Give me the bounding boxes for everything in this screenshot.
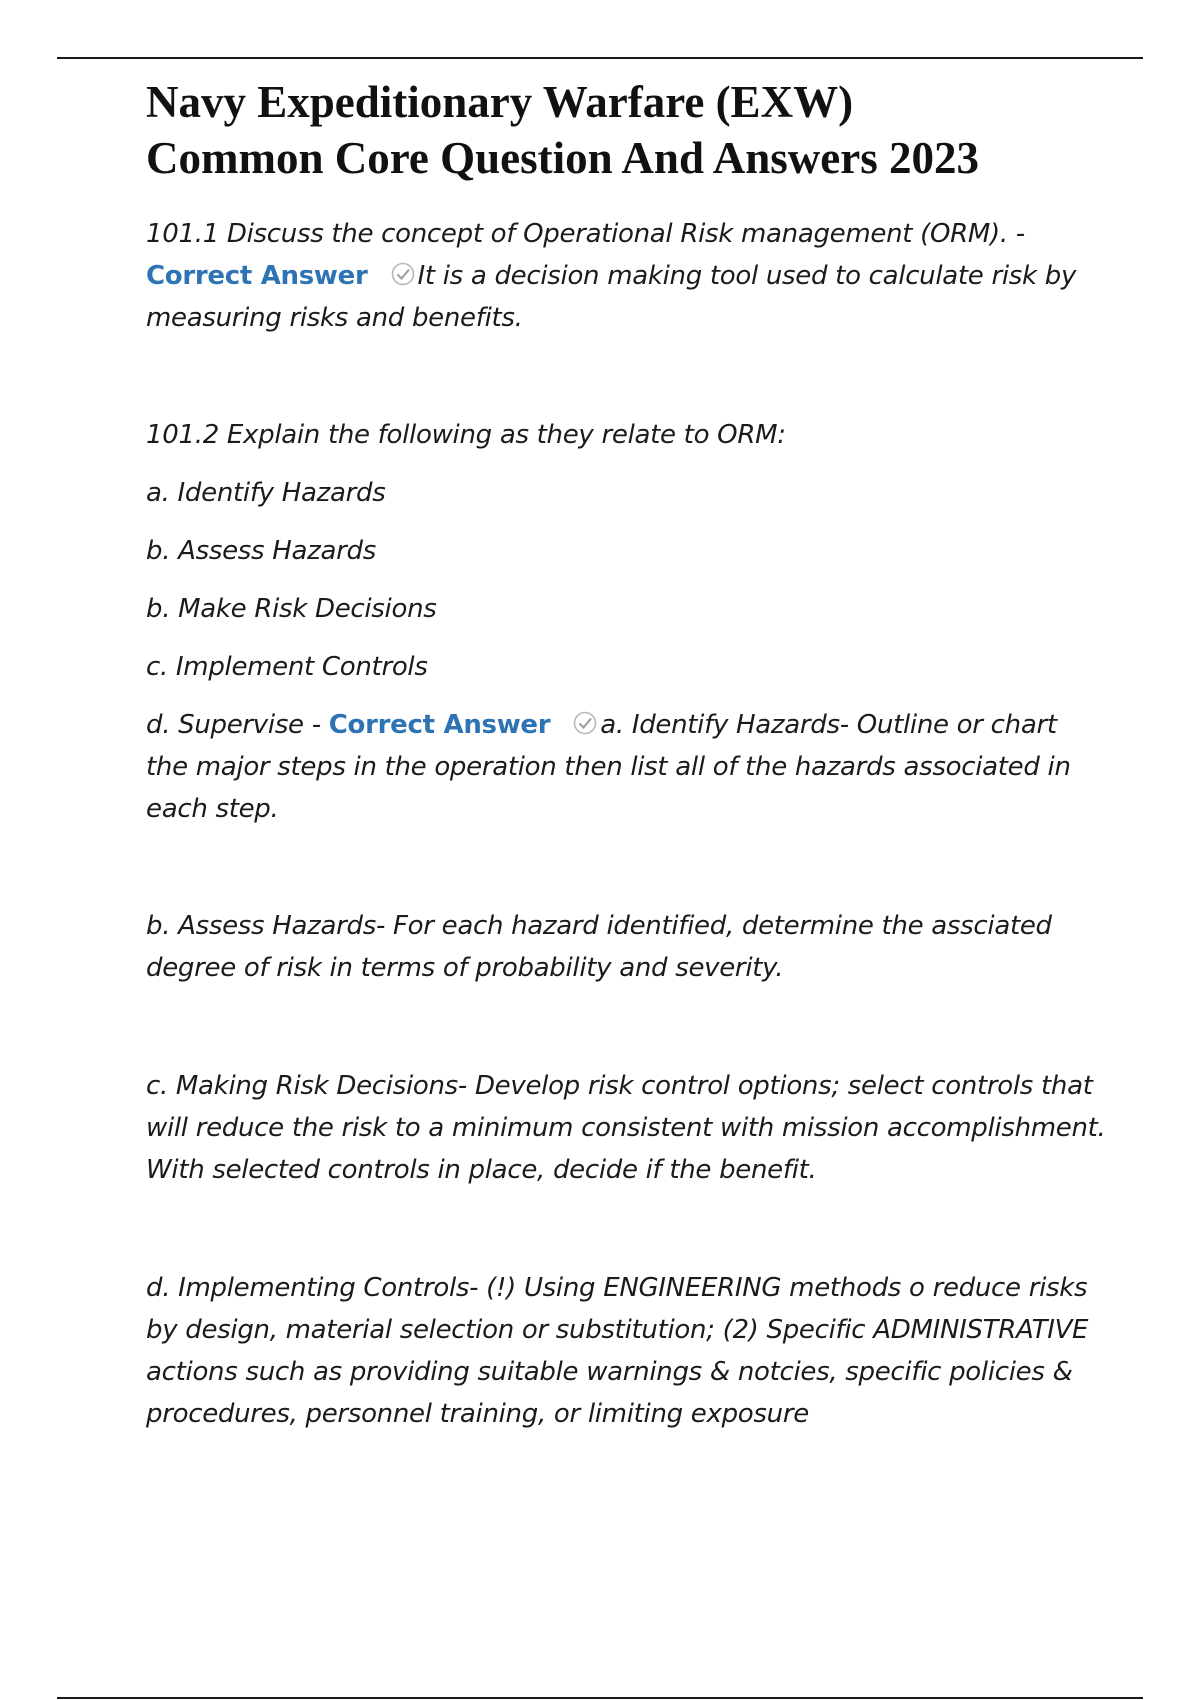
answer-text: It is a decision making tool used to calculate risk by measuring risks and benefits. (146, 261, 1077, 333)
title-line-2: Common Core Question And Answers 2023 (146, 133, 979, 183)
list-item-supervise: d. Supervise - (146, 710, 321, 740)
check-icon (390, 261, 416, 287)
answer-c-paragraph: c. Making Risk Decisions- Develop risk control options; select controls that will reduce the risk to a minimum consistent with mission accomplishment. With selected controls in place, decide if the benefit. (146, 1071, 1106, 1185)
question-101-2: 101.2 Explain the following as they relate to ORM: (146, 420, 786, 450)
list-item: a. Identify Hazards (146, 478, 386, 508)
check-icon (572, 710, 598, 736)
correct-answer-label: Correct Answer (146, 261, 368, 291)
answer-a-text: a. Identify Hazards- Outline or chart the major steps in the operation then list all of the hazards associated in each step. (146, 710, 1071, 824)
footer-rule (57, 1697, 1143, 1699)
document-title (146, 74, 1106, 186)
answer-d-paragraph: d. Implementing Controls- (!) Using ENGINEERING methods o reduce risks by design, material selection or substitution; (2) Specific ADMINISTRATIVE actions such as providing suitable warnings & notcies, specific policies & procedures, personnel training, or limiting exposure (146, 1273, 1089, 1429)
list-item: c. Implement Controls (146, 652, 428, 682)
header-rule (57, 57, 1143, 59)
list-item: b. Assess Hazards (146, 536, 376, 566)
list-item: b. Make Risk Decisions (146, 594, 437, 624)
answer-b-paragraph: b. Assess Hazards- For each hazard identified, determine the assciated degree of risk in terms of probability and severity. (146, 911, 1052, 983)
title-line-1: Navy Expeditionary Warfare (EXW) (146, 77, 854, 127)
document-page (146, 74, 1106, 1435)
correct-answer-label: Correct Answer (328, 710, 551, 740)
document-body (146, 213, 1106, 1435)
question-text: 101.1 Discuss the concept of Operational Risk management (ORM). - (146, 219, 1025, 249)
question-101-1 (146, 213, 1106, 339)
answer-a-paragraph (146, 704, 1106, 830)
